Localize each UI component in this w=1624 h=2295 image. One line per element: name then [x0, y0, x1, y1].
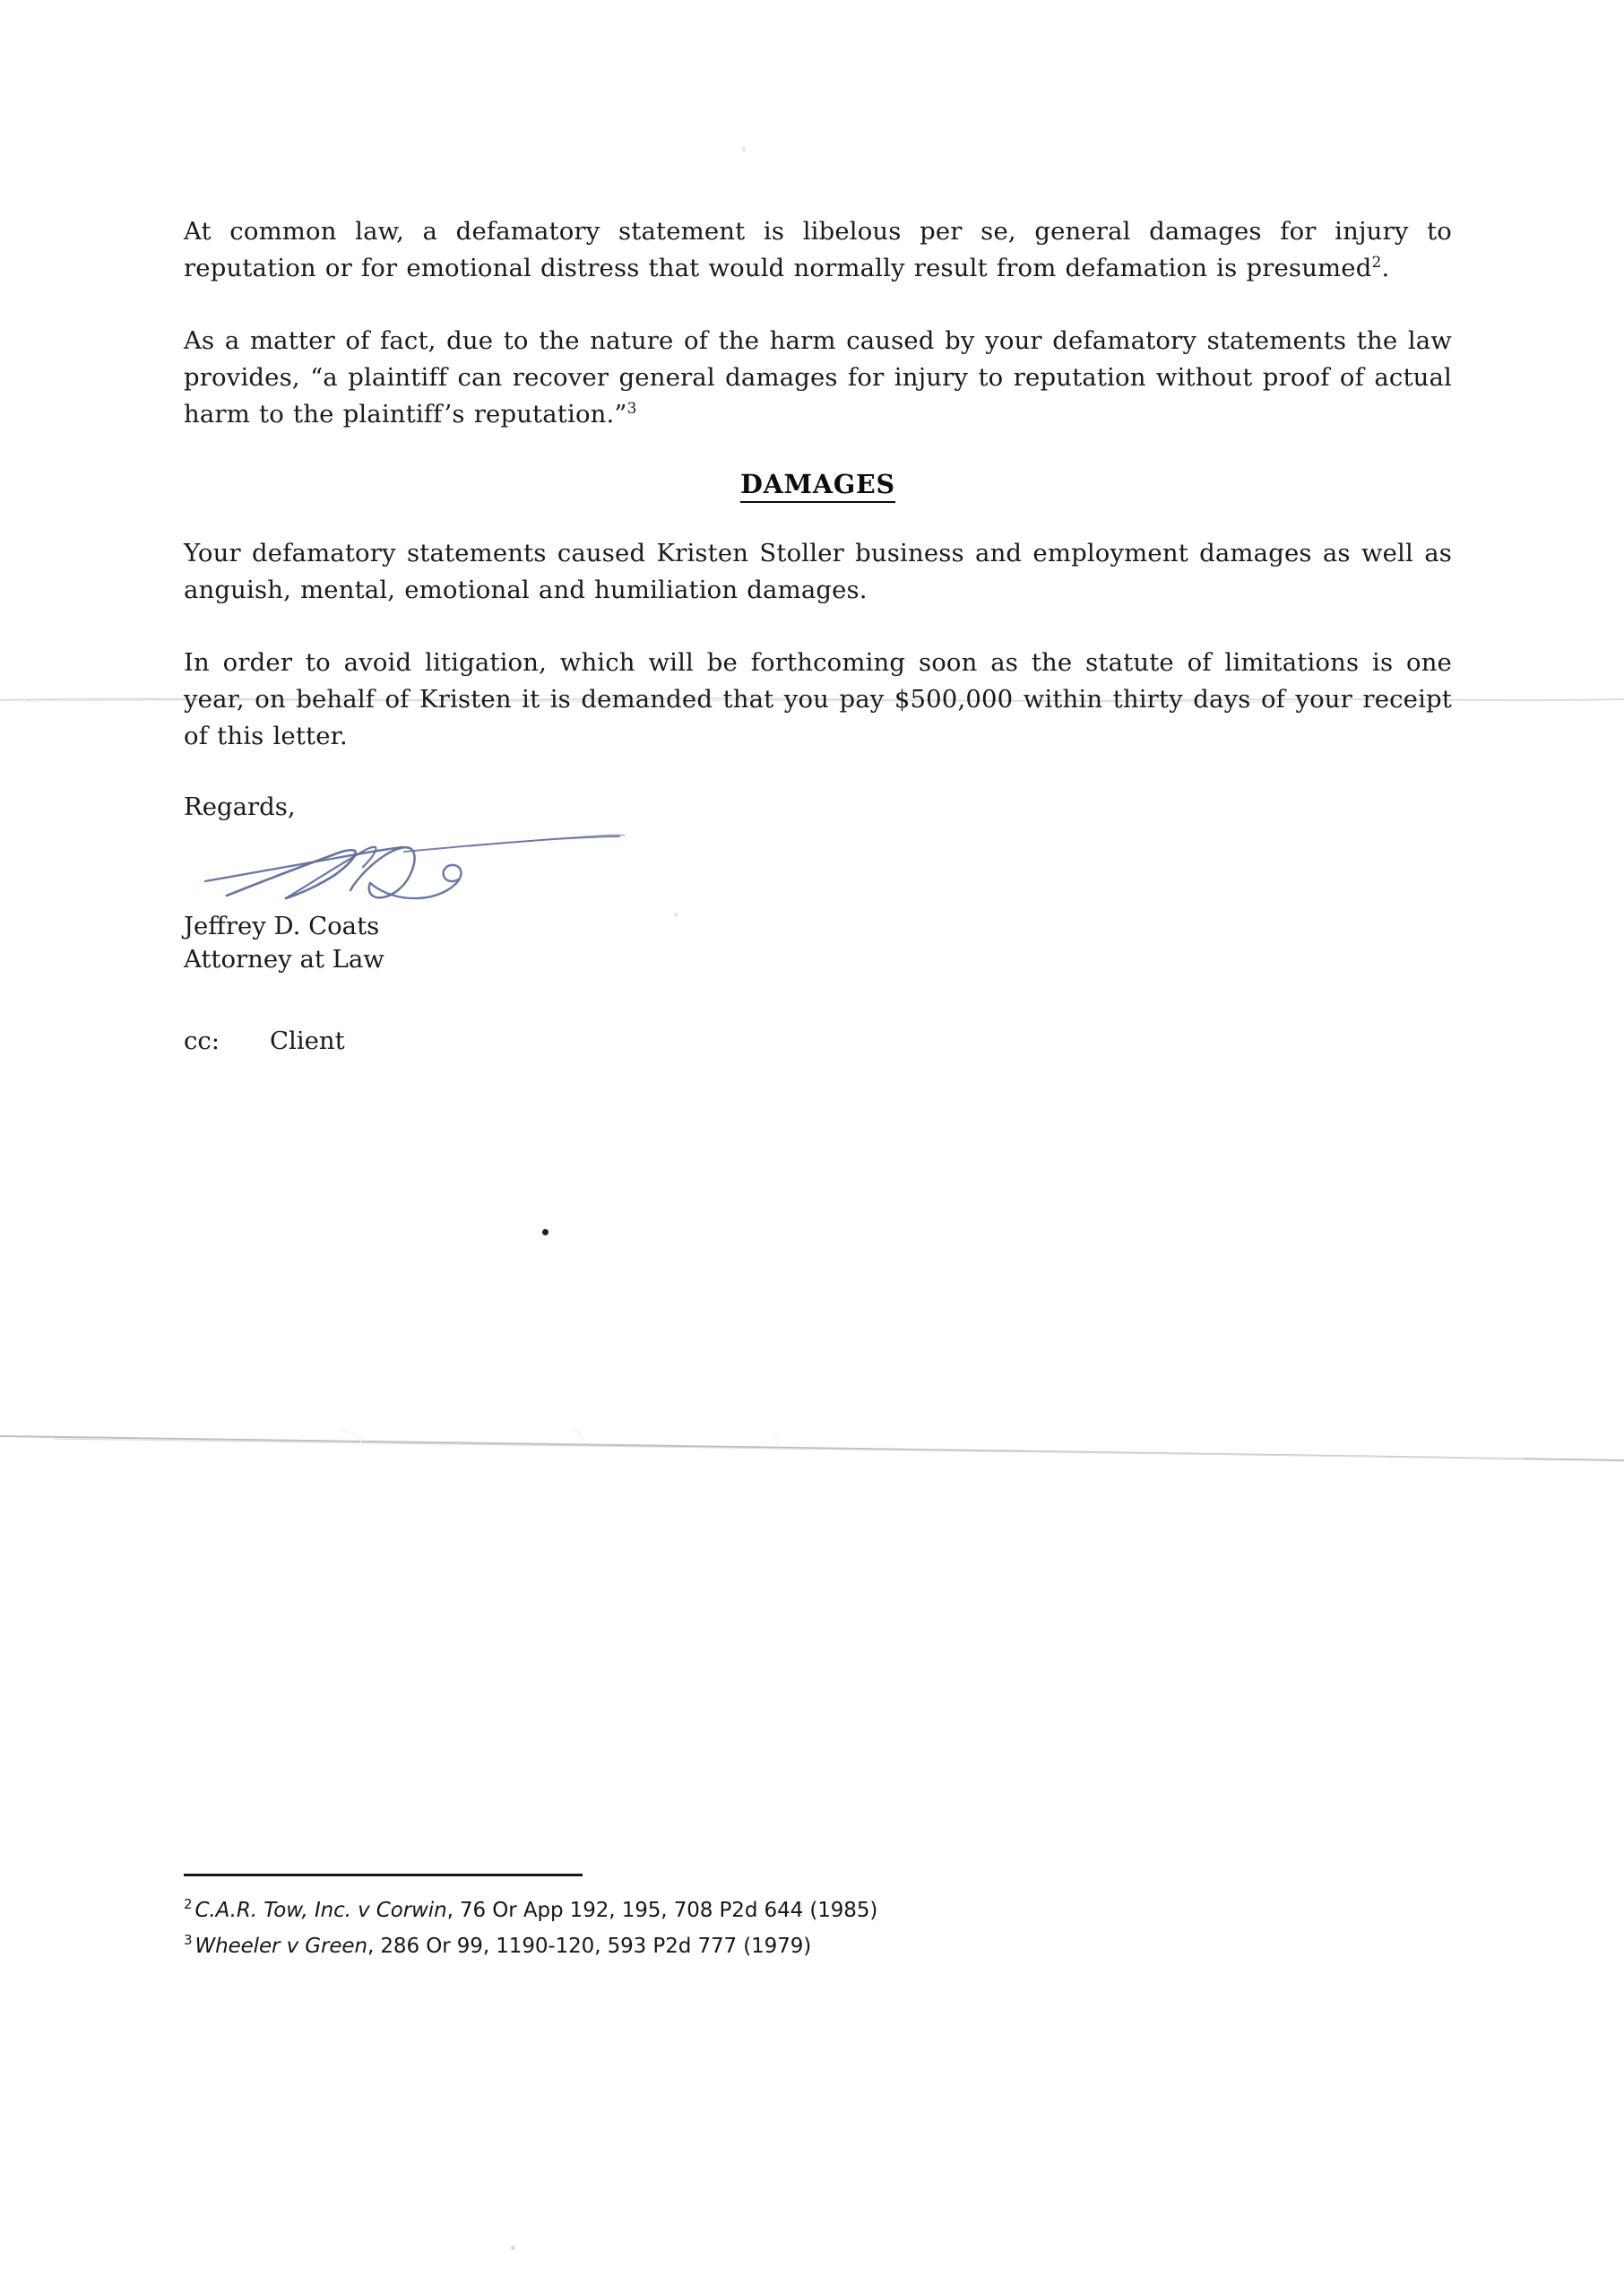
paragraph-common-law: [184, 213, 1452, 287]
footnote-2: [184, 1896, 1259, 1926]
scan-speck-artifact: [742, 146, 746, 152]
paragraph-matter-of-fact: [184, 323, 1452, 433]
cc-recipient: Client: [270, 1026, 345, 1055]
paragraph-matter-of-fact-text: As a matter of fact, due to the nature of the harm caused by your defamatory statements the law provides, “a plaintiff can recover general damages for injury to reputation without proof of actual harm to the plaintiff’s reputation.”: [184, 326, 1452, 429]
scan-crease-lower-artifact: [0, 1416, 1624, 1470]
paragraph-demand: In order to avoid litigation, which will be forthcoming soon as the statute of limitations is one year, on behalf of Kristen it is demanded that you pay $500,000 within thirty days of your receipt of this letter.: [184, 648, 1452, 750]
signer-name: Jeffrey D. Coats: [184, 912, 380, 940]
paragraph-common-law-period: .: [1381, 254, 1390, 282]
footnote-3: [184, 1932, 1259, 1962]
footnote-area: [184, 1874, 1259, 1968]
footnote-2-marker: 2: [184, 1896, 193, 1913]
paragraph-common-law-text: At common law, a defamatory statement is libelous per se, general damages for injury to reputation or for emotional distress that would normally result from defamation is presumed: [184, 217, 1452, 282]
paragraph-damages-description: Your defamatory statements caused Kristen Stoller business and employment damages as well as anguish, mental, emotional and humiliation damages.: [184, 539, 1452, 604]
footnote-3-marker: 3: [184, 1932, 193, 1949]
scan-speck-artifact: [542, 1229, 549, 1235]
footnote-3-citation: , 286 Or 99, 1190-120, 593 P2d 777 (1979): [367, 1935, 812, 1958]
letter-body: [184, 213, 1452, 1060]
cc-label: cc:: [184, 1026, 220, 1055]
footnote-3-case-name: Wheeler v Green: [194, 1935, 367, 1958]
footnote-separator-rule: [184, 1874, 583, 1876]
signer-title: Attorney at Law: [184, 945, 384, 974]
closing-salutation: Regards,: [184, 792, 296, 821]
footnote-marker-2: 2: [1371, 253, 1382, 272]
cc-line: [184, 1023, 1452, 1060]
footnote-2-citation: , 76 Or App 192, 195, 708 P2d 644 (1985): [446, 1899, 878, 1922]
footnote-2-case-name: C.A.R. Tow, Inc. v Corwin: [194, 1899, 447, 1922]
section-heading-damages: [184, 469, 1452, 499]
scan-speck-artifact: [511, 2246, 515, 2250]
signature-image: [200, 827, 666, 910]
section-heading-damages-label: DAMAGES: [740, 469, 895, 503]
footnote-marker-3: 3: [626, 399, 637, 418]
